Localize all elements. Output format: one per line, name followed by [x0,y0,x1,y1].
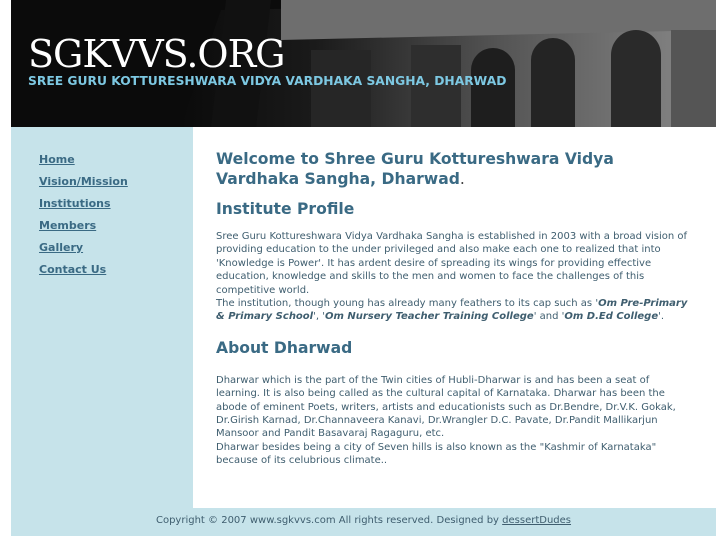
page-frame [11,0,716,545]
profile-text-b: ', ' [313,311,325,323]
nav-link-contact-us[interactable]: Contact Us [39,263,107,276]
profile-text-c: ' and ' [533,311,565,323]
main-content [193,127,716,508]
school-name-3: Om D.Ed College [564,311,659,323]
designer-link[interactable]: dessertDudes [502,515,572,526]
nav-menu [39,148,128,280]
about-paragraph-2: Dharwar besides being a city of Seven hills is also known as the "Kashmir of Karnataka" because of its celubrious climate.. [216,441,657,467]
content-inner [216,149,694,468]
nav-link-members[interactable]: Members [39,219,97,232]
nav-link-home[interactable]: Home [39,153,75,166]
nav-item-vision-mission [39,170,128,192]
welcome-period: . [459,170,465,188]
footer [11,508,716,536]
welcome-heading [216,149,694,189]
nav-item-members [39,214,128,236]
nav-link-gallery[interactable]: Gallery [39,241,84,254]
nav-item-home [39,148,128,170]
profile-paragraph-2 [216,297,694,324]
school-name-2: Om Nursery Teacher Training College [324,311,534,323]
nav-link-institutions[interactable]: Institutions [39,197,111,210]
nav-link-vision-mission[interactable]: Vision/Mission [39,175,128,188]
site-subtitle: SREE GURU KOTTURESHWARA VIDYA VARDHAKA SANGHA, DHARWAD [28,74,507,88]
about-heading: About Dharwad [216,338,353,357]
profile-text-a: The institution, though young has already many feathers to its cap such as ' [216,298,599,310]
profile-heading: Institute Profile [216,200,355,218]
school-name-1: Om Pre-Primary & Primary School [216,298,688,323]
profile-text-d: '. [658,311,665,323]
welcome-text: Welcome to Shree Guru Kottureshwara Vidya Vardhaka Sangha, Dharwad [216,150,614,188]
footer-copyright: Copyright © 2007 www.sgkvvs.com All rights reserved. Designed by [155,515,503,526]
nav-item-institutions [39,192,128,214]
header-banner [11,0,716,127]
site-title: SGKVVS.ORG [28,32,285,76]
about-paragraph: Dharwar which is the part of the Twin cities of Hubli-Dharwar is and has been a seat of learning. It is also being called as the cultural capital of Karnataka. Dharwar has been the abode of eminent Poets, writers, artists and educationists such as Dr.Bendre, Dr.V.K. Gokak, Dr.Girish Karnad, Dr.Channaveera Kanavi, Dr.Wrangler D.C. Pavate, Dr.Pandit Mallikarjun Mansoor and Pandit Basavaraj Ragaguru, etc. [216,374,676,440]
profile-paragraph: Sree Guru Kottureshwara Vidya Vardhaka Sangha is established in 2003 with a broad vision of providing education to the under privileged and also make each one to realized that into 'Knowledge is Power'. It has ardent desire of spreading its wings for providing effective education, knowledge and skills to the men and women to face the challenges of this competitive world. [216,231,688,296]
nav-item-contact-us [39,258,128,280]
nav-item-gallery [39,236,128,258]
sidebar [11,127,193,508]
